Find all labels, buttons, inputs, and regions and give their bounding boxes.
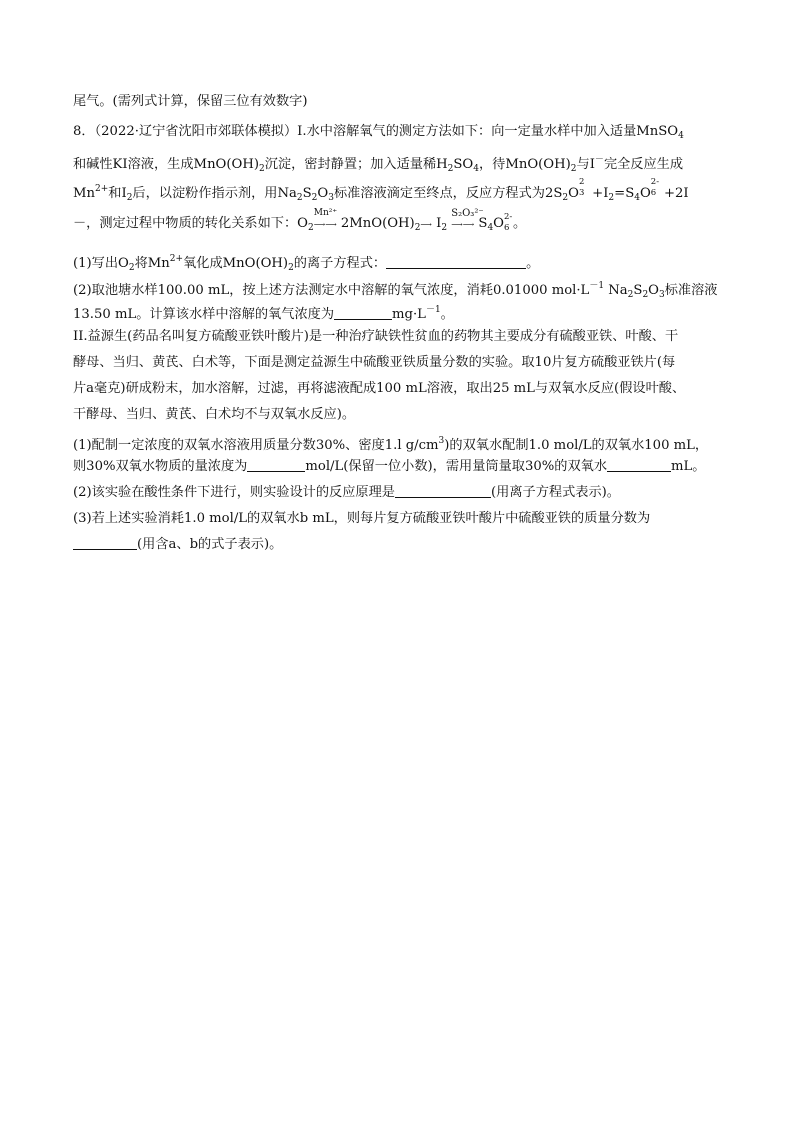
text: )的双氧水配制1.0 mol/L的双氧水100 mL， [444, 438, 709, 453]
text: (用离子方程式表示)。 [491, 485, 620, 500]
text: O [639, 186, 651, 201]
text: O [493, 216, 504, 231]
text: 后，以淀粉作指示剂，用Na [132, 186, 297, 201]
text: (3)若上述实验消耗1.0 mol/L的双氧水b mL，则每片复方硫酸亚铁叶酸片中硫酸亚铁的质量分数为 [73, 511, 651, 526]
text: mL。 [671, 459, 706, 474]
text: (2)取池塘水样100.00 mL，按上述方法测定水中溶解的氧气浓度，消耗0.01000 mol·L [73, 283, 590, 298]
answer-blank[interactable] [386, 255, 526, 269]
superscript: 2 [578, 177, 585, 187]
text: 13.50 mL。计算该水样中溶解的氧气浓度为 [73, 307, 335, 322]
subscript: 3 [658, 290, 665, 300]
subscript: 2 [296, 193, 303, 203]
text: 干酵母、当归、黄芪、白术均不与双氧水反应)。 [73, 407, 356, 422]
text: (1)配制一定浓度的双氧水溶液用质量分数30%、密度1.l g/cm [73, 438, 439, 453]
charge-stack [578, 177, 588, 198]
subscript: 2 [627, 290, 634, 300]
arrow-label: S₂O₃²⁻ [451, 208, 484, 219]
text: +2I [663, 186, 689, 201]
text: 则30%双氧水物质的量浓度为 [73, 459, 248, 474]
text: 和I [108, 186, 127, 201]
subscript: 2 [288, 263, 294, 273]
subscript: 2 [128, 263, 135, 273]
question-8-line-2 [73, 151, 683, 178]
text: I.水中溶解氧气的测定方法如下：向一定量水样中加入适量MnSO [297, 124, 679, 139]
question-8-line-1 [73, 123, 684, 145]
part-2-line-2 [73, 354, 675, 372]
charge-stack [650, 177, 660, 198]
text: mg·L [392, 307, 426, 322]
text: 标准溶液滴定至终点，反应方程式为2S [333, 186, 563, 201]
part-2-sub-1 [73, 432, 708, 455]
text: S [633, 283, 643, 298]
superscript: 2- [650, 177, 660, 187]
answer-blank[interactable] [607, 458, 671, 472]
part-2-sub-3-cont [73, 536, 282, 554]
subscript: 2 [570, 164, 577, 174]
answer-blank[interactable] [395, 484, 491, 498]
text: O [568, 186, 579, 201]
superscript: 3 [438, 436, 445, 446]
text: O [317, 186, 329, 201]
subscript: 2 [308, 223, 314, 233]
text: 与I [576, 157, 595, 172]
text: O [648, 283, 659, 298]
sub-question-2 [73, 277, 717, 304]
text: (1)写出O [73, 256, 129, 271]
question-8-line-3 [73, 177, 689, 207]
part-2-sub-1-cont [73, 458, 705, 476]
answer-blank[interactable] [334, 306, 392, 320]
text: 氧化成MnO(OH) [183, 256, 289, 271]
superscript: 2+ [95, 184, 109, 194]
part-2-sub-3 [73, 510, 650, 528]
part-2-sub-2 [73, 484, 620, 502]
arrow-icon: ⟶⟶ [313, 220, 337, 229]
text: (2)该实验在酸性条件下进行，则实验设计的反应原理是 [73, 485, 395, 500]
superscript: －1 [425, 305, 441, 315]
text: Mn [73, 186, 95, 201]
arrow-label: Mn²⁺ [313, 208, 338, 218]
question-number: 8． [73, 124, 95, 139]
subscript: 2 [441, 223, 448, 233]
subscript: 2 [258, 164, 265, 174]
subscript: 2 [447, 164, 454, 174]
superscript: 2+ [169, 254, 184, 264]
subscript: 3 [328, 193, 334, 203]
text: －，测定过程中物质的转化关系如下：O [73, 216, 308, 231]
subscript: 2 [311, 193, 318, 203]
text: S [478, 216, 488, 231]
sub-question-2-cont [73, 301, 454, 324]
text: 尾气。(需列式计算，保留三位有效数字) [73, 94, 308, 109]
reaction-arrow-s2o3 [451, 208, 484, 234]
question-8-line-4 [73, 208, 527, 237]
superscript: －1 [589, 281, 605, 291]
text: S [302, 186, 312, 201]
text-line [73, 93, 307, 111]
subscript: 2 [562, 193, 569, 203]
arrow-icon: ⟶ [420, 220, 432, 229]
subscript: 2 [642, 290, 649, 300]
text: ，待MnO(OH) [478, 157, 571, 172]
text: Na [608, 283, 628, 298]
text: II.益源生(药品名叫复方硫酸亚铁叶酸片)是一种治疗缺铁性贫血的药物其主要成分有硫酸亚铁、叶酸、干 [73, 329, 679, 344]
subscript: 4 [678, 131, 684, 141]
text: SO [453, 157, 474, 172]
answer-blank[interactable] [247, 458, 305, 472]
superscript: 2- [503, 212, 513, 222]
subscript: 4 [473, 164, 479, 174]
text: 将Mn [134, 256, 170, 271]
subscript: 4 [487, 223, 494, 233]
reaction-arrow-i [420, 215, 431, 234]
text: 。 [440, 307, 454, 322]
text: +I [592, 186, 609, 201]
text: 。 [512, 216, 527, 231]
superscript: － [594, 155, 604, 165]
text: 和碱性KI溶液，生成MnO(OH) [73, 157, 259, 172]
subscript: 2 [414, 223, 421, 233]
question-source: （2022·辽宁省沈阳市郊联体模拟） [94, 124, 298, 139]
subscript: 2 [608, 193, 615, 203]
text: 完全反应生成 [603, 157, 684, 172]
text: 的离子方程式： [293, 256, 387, 271]
answer-blank[interactable] [73, 536, 137, 550]
text: 2MnO(OH) [340, 216, 415, 231]
part-2-line-4 [73, 406, 355, 424]
subscript: 6 [650, 188, 657, 198]
subscript: 3 [578, 188, 585, 198]
text: =S [614, 186, 635, 201]
subscript: 4 [634, 193, 640, 203]
text: 片a毫克)研成粉末，加水溶解，过滤，再将滤液配成100 mL溶液，取出25 mL与双氧水反应(假设叶酸、 [73, 381, 686, 396]
text: I [436, 216, 442, 231]
text: (用含a、b的式子表示)。 [137, 537, 283, 552]
arrow-icon: ⟶⟶ [451, 220, 475, 229]
reaction-arrow-mn [313, 208, 338, 234]
part-2-line-3 [73, 380, 685, 398]
text: mol/L(保留一位小数)，需用量筒量取30%的双氧水 [305, 459, 608, 474]
text: 沉淀，密封静置；加入适量稀H [264, 157, 448, 172]
part-2-line-1 [73, 328, 678, 346]
text: 标准溶液 [664, 283, 718, 298]
subscript: 2 [126, 193, 133, 203]
charge-stack [503, 212, 513, 233]
text: 。 [526, 256, 540, 271]
sub-question-1 [73, 250, 539, 277]
text: 酵母、当归、黄芪、白术等，下面是测定益源生中硫酸亚铁质量分数的实验。取10片复方硫酸亚铁片(每 [73, 355, 676, 370]
subscript: 6 [503, 223, 510, 233]
